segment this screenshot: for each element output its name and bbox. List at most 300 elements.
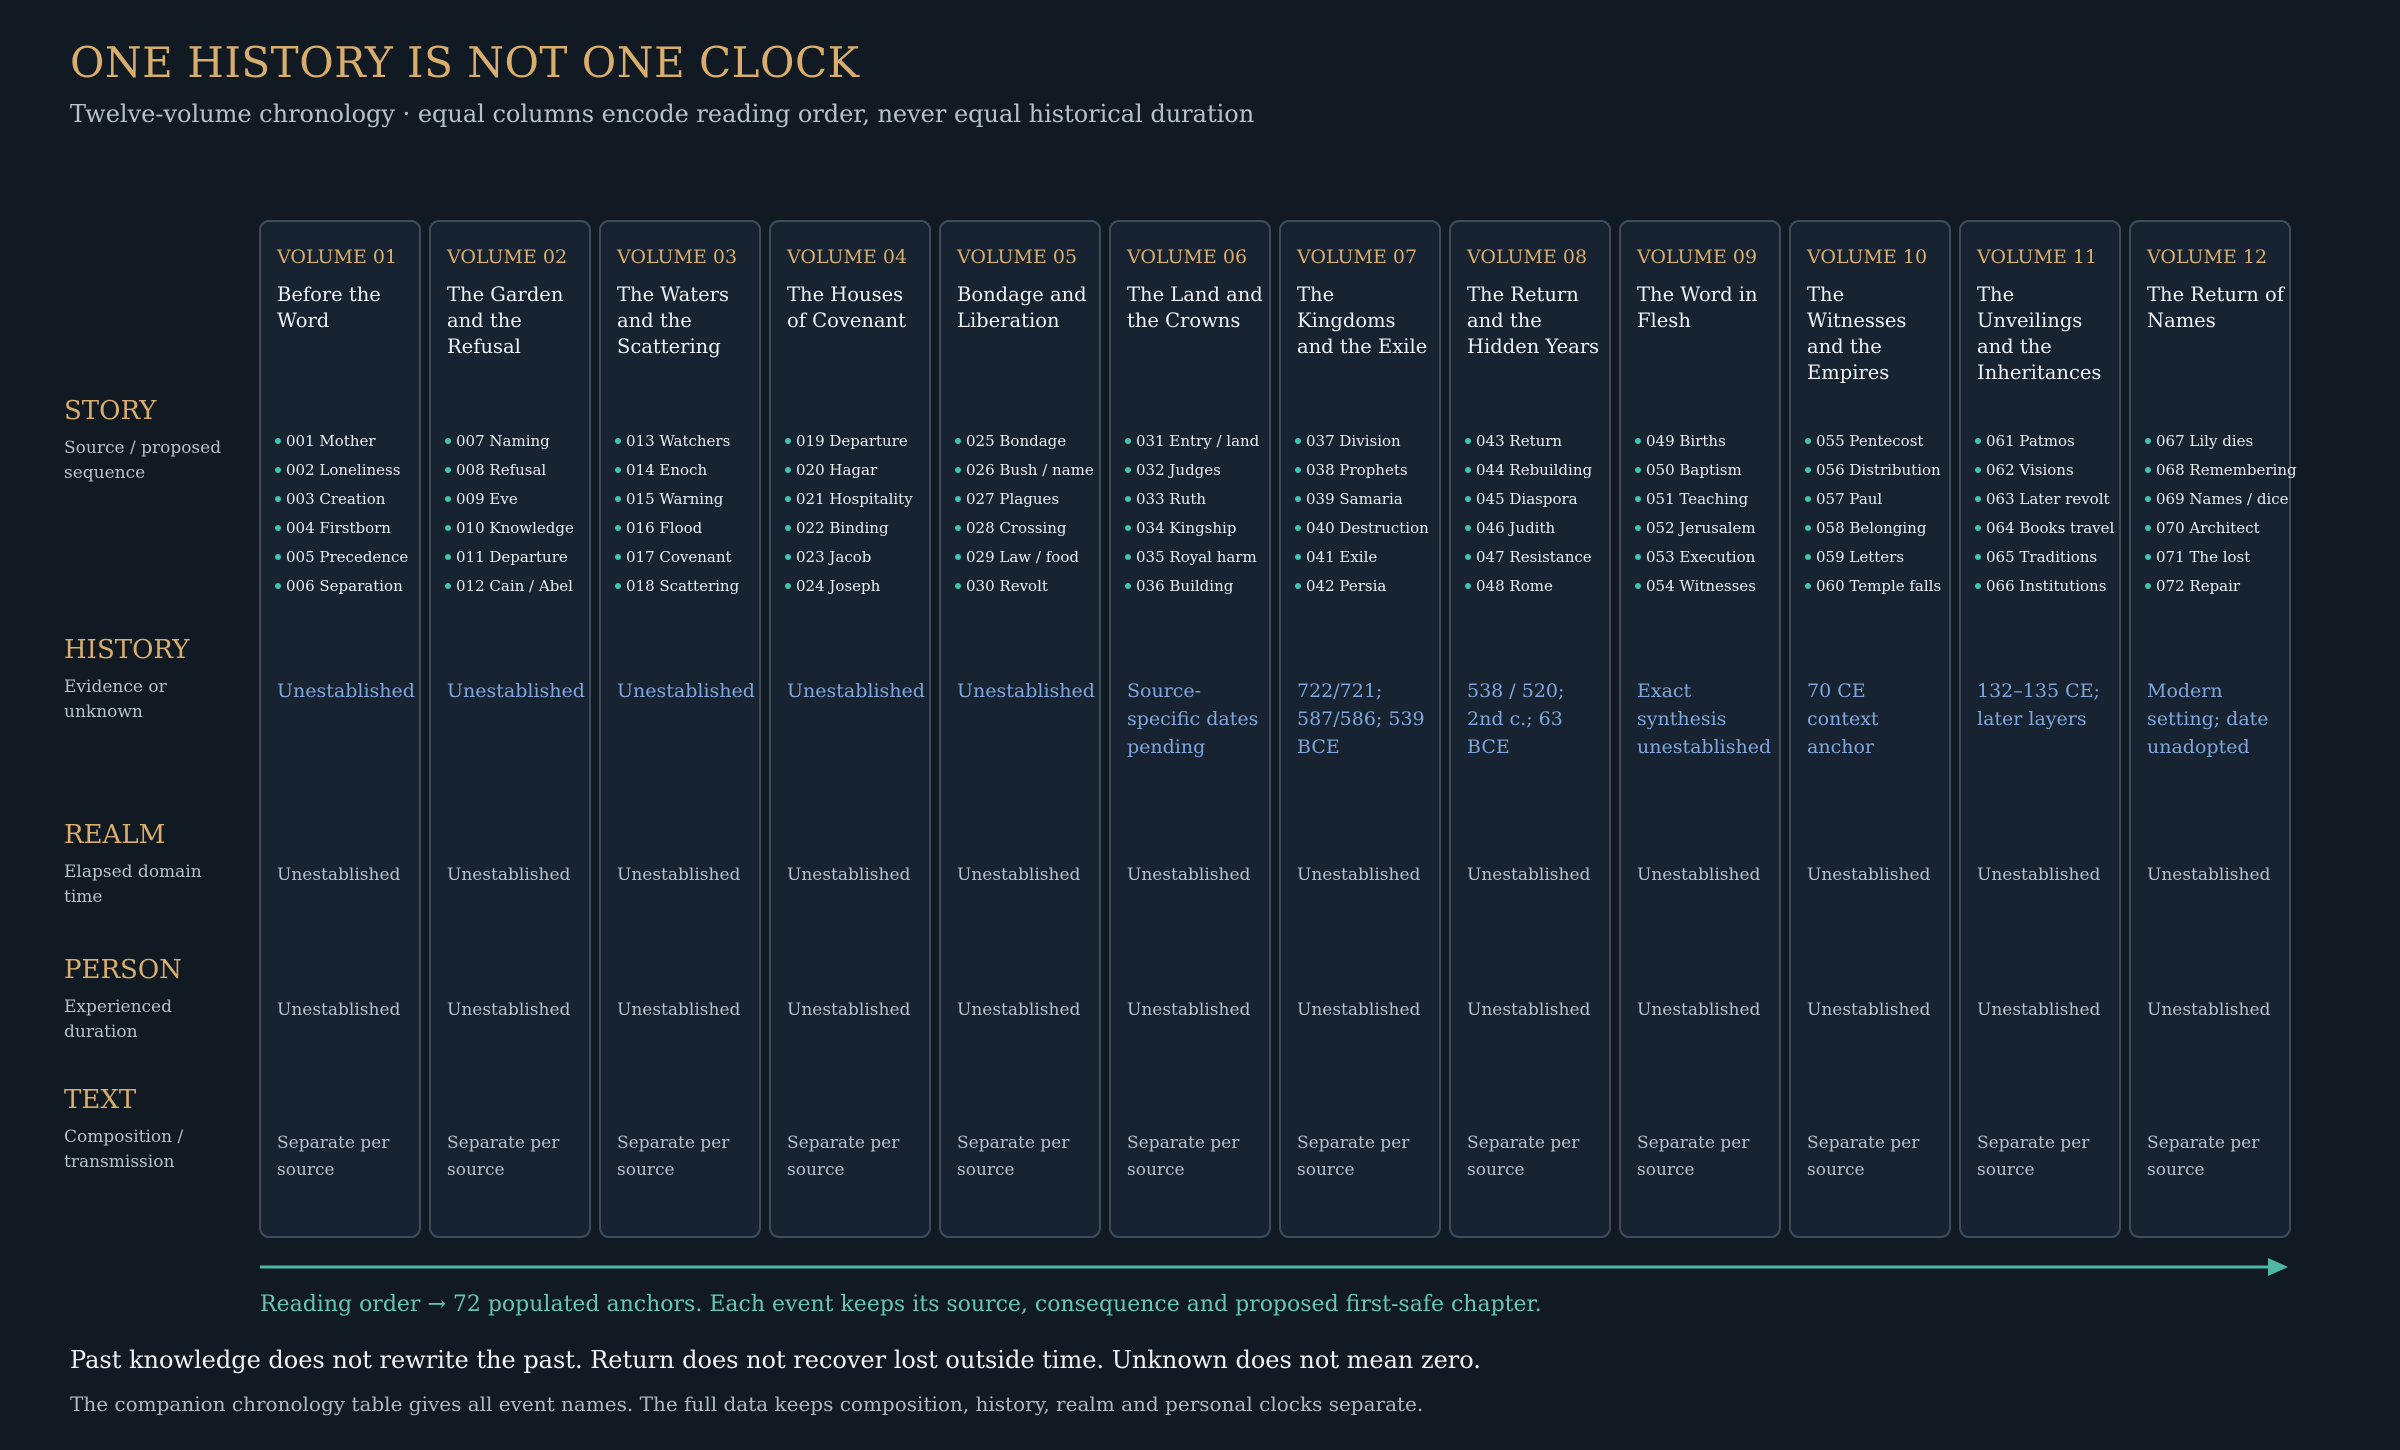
history-cell: Modern setting; date unadopted (2147, 680, 2269, 758)
event-list (1295, 427, 1429, 601)
volume-column (429, 220, 591, 1238)
history-cell: Unestablished (787, 680, 925, 702)
bullet-dot-icon (1295, 583, 1301, 589)
event-label: 024 Joseph (796, 577, 881, 595)
event-label: 039 Samaria (1306, 490, 1403, 508)
volume-header (1297, 246, 1435, 360)
event-item (1635, 572, 1756, 601)
event-item (1635, 456, 1756, 485)
event-item (1125, 456, 1259, 485)
event-label: 020 Hagar (796, 461, 878, 479)
event-label: 060 Temple falls (1816, 577, 1942, 595)
bullet-dot-icon (785, 467, 791, 473)
event-label: 051 Teaching (1646, 490, 1749, 508)
bullet-dot-icon (1295, 467, 1301, 473)
event-label: 008 Refusal (456, 461, 547, 479)
event-item (1805, 485, 1941, 514)
event-item (275, 456, 408, 485)
volume-column (1449, 220, 1611, 1238)
bullet-dot-icon (1975, 467, 1981, 473)
row-label-person (64, 955, 244, 1045)
event-item (955, 514, 1094, 543)
event-label: 062 Visions (1986, 461, 2074, 479)
realm-cell: Unestablished (1467, 865, 1591, 885)
realm-cell: Unestablished (1127, 865, 1251, 885)
person-cell: Unestablished (1637, 1000, 1761, 1020)
event-label: 019 Departure (796, 432, 908, 450)
volume-label: VOLUME 01 (277, 246, 398, 268)
row-title: REALM (64, 820, 166, 850)
event-item (1805, 456, 1941, 485)
volume-label: VOLUME 12 (2147, 246, 2268, 268)
volume-name: The Word in Flesh (1637, 283, 1758, 332)
event-label: 071 The lost (2156, 548, 2251, 566)
event-list (1805, 427, 1941, 601)
event-item (2145, 572, 2297, 601)
volume-name: The Return of Names (2147, 283, 2284, 332)
realm-cell: Unestablished (447, 865, 571, 885)
event-item (2145, 514, 2297, 543)
event-item (1805, 572, 1941, 601)
footer-note: The companion chronology table gives all event names. The full data keeps composition, history, realm and personal clocks separate. (70, 1392, 1424, 1416)
row-title: STORY (64, 396, 157, 426)
bullet-dot-icon (445, 554, 451, 560)
bullet-dot-icon (1635, 438, 1641, 444)
event-label: 001 Mother (286, 432, 376, 450)
bullet-dot-icon (1295, 496, 1301, 502)
realm-cell: Unestablished (1807, 865, 1931, 885)
event-item (1295, 514, 1429, 543)
bullet-dot-icon (1125, 496, 1131, 502)
realm-cell: Unestablished (957, 865, 1081, 885)
event-item (1295, 543, 1429, 572)
text-cell: Separate per source (957, 1133, 1070, 1180)
volume-name: The Return and the Hidden Years (1467, 283, 1600, 358)
text-cell: Separate per source (617, 1133, 730, 1180)
bullet-dot-icon (1295, 525, 1301, 531)
bullet-dot-icon (445, 525, 451, 531)
volume-label: VOLUME 06 (1127, 246, 1248, 268)
text-cell: Separate per source (277, 1133, 390, 1180)
event-label: 058 Belonging (1816, 519, 1927, 537)
row-label-history (64, 635, 244, 725)
bullet-dot-icon (275, 525, 281, 531)
event-label: 003 Creation (286, 490, 386, 508)
event-item (1975, 427, 2114, 456)
event-item (1805, 514, 1941, 543)
volume-header (277, 246, 415, 334)
event-label: 018 Scattering (626, 577, 740, 595)
history-cell: 70 CE context anchor (1807, 680, 1879, 758)
event-label: 053 Execution (1646, 548, 1756, 566)
person-cell: Unestablished (1467, 1000, 1591, 1020)
reading-order-caption: Reading order → 72 populated anchors. Each event keeps its source, consequence and proposed first-safe chapter. (260, 1292, 1542, 1317)
event-item (785, 514, 913, 543)
bullet-dot-icon (615, 525, 621, 531)
event-item (785, 485, 913, 514)
event-item (1805, 427, 1941, 456)
event-item (955, 543, 1094, 572)
event-label: 066 Institutions (1986, 577, 2107, 595)
bullet-dot-icon (615, 467, 621, 473)
bullet-dot-icon (275, 554, 281, 560)
bullet-dot-icon (1465, 525, 1471, 531)
event-label: 032 Judges (1136, 461, 1221, 479)
event-item (445, 572, 574, 601)
history-cell: Unestablished (447, 680, 585, 702)
bullet-dot-icon (955, 438, 961, 444)
event-label: 067 Lily dies (2156, 432, 2254, 450)
bullet-dot-icon (1465, 583, 1471, 589)
event-label: 043 Return (1476, 432, 1563, 450)
event-item (2145, 543, 2297, 572)
event-item (1975, 485, 2114, 514)
person-cell: Unestablished (617, 1000, 741, 1020)
event-label: 021 Hospitality (796, 490, 913, 508)
event-item (615, 572, 739, 601)
event-item (615, 514, 739, 543)
realm-cell: Unestablished (787, 865, 911, 885)
bullet-dot-icon (1465, 496, 1471, 502)
event-label: 055 Pentecost (1816, 432, 1924, 450)
event-item (275, 543, 408, 572)
event-label: 037 Division (1306, 432, 1401, 450)
event-label: 034 Kingship (1136, 519, 1237, 537)
volume-column (1109, 220, 1271, 1238)
bullet-dot-icon (2145, 496, 2151, 502)
event-label: 052 Jerusalem (1646, 519, 1756, 537)
event-label: 013 Watchers (626, 432, 731, 450)
event-item (275, 514, 408, 543)
event-item (1635, 514, 1756, 543)
bullet-dot-icon (785, 583, 791, 589)
row-description: Evidence or unknown (64, 677, 167, 722)
volume-header (1977, 246, 2115, 386)
event-label: 026 Bush / name (966, 461, 1094, 479)
event-item (445, 456, 574, 485)
history-cell: 538 / 520; 2nd c.; 63 BCE (1467, 680, 1565, 758)
volume-header (787, 246, 925, 334)
bullet-dot-icon (445, 496, 451, 502)
bullet-dot-icon (1125, 525, 1131, 531)
event-label: 042 Persia (1306, 577, 1387, 595)
event-item (785, 456, 913, 485)
bullet-dot-icon (2145, 525, 2151, 531)
person-cell: Unestablished (1807, 1000, 1931, 1020)
volume-name: The Land and the Crowns (1127, 283, 1263, 332)
event-item (1295, 572, 1429, 601)
person-cell: Unestablished (1297, 1000, 1421, 1020)
event-item (955, 427, 1094, 456)
event-item (2145, 485, 2297, 514)
event-list (955, 427, 1094, 601)
volume-header (447, 246, 585, 360)
bullet-dot-icon (1125, 438, 1131, 444)
volume-column (769, 220, 931, 1238)
history-cell: Source-specific dates pending (1127, 680, 1259, 758)
realm-cell: Unestablished (277, 865, 401, 885)
event-item (445, 427, 574, 456)
text-cell: Separate per source (1467, 1133, 1580, 1180)
event-list (615, 427, 739, 601)
event-item (1465, 572, 1592, 601)
event-item (955, 485, 1094, 514)
volume-label: VOLUME 04 (787, 246, 908, 268)
event-label: 041 Exile (1306, 548, 1378, 566)
event-label: 006 Separation (286, 577, 403, 595)
bullet-dot-icon (2145, 467, 2151, 473)
row-label-realm (64, 820, 244, 910)
volume-column (599, 220, 761, 1238)
bullet-dot-icon (1975, 525, 1981, 531)
event-item (1125, 572, 1259, 601)
event-item (955, 456, 1094, 485)
event-item (1465, 485, 1592, 514)
event-item (1805, 543, 1941, 572)
event-item (1975, 514, 2114, 543)
event-item (1465, 543, 1592, 572)
bullet-dot-icon (1635, 554, 1641, 560)
event-item (1295, 485, 1429, 514)
volume-label: VOLUME 11 (1977, 246, 2098, 268)
event-label: 005 Precedence (286, 548, 409, 566)
event-label: 035 Royal harm (1136, 548, 1257, 566)
bullet-dot-icon (955, 496, 961, 502)
text-cell: Separate per source (447, 1133, 560, 1180)
bullet-dot-icon (785, 438, 791, 444)
history-cell: Unestablished (957, 680, 1095, 702)
event-item (785, 543, 913, 572)
event-item (445, 543, 574, 572)
event-label: 072 Repair (2156, 577, 2241, 595)
row-description: Experienced duration (64, 997, 172, 1042)
event-list (785, 427, 913, 601)
volume-label: VOLUME 10 (1807, 246, 1928, 268)
volume-header (2147, 246, 2285, 334)
reading-order-arrow (258, 1254, 2298, 1278)
event-label: 063 Later revolt (1986, 490, 2110, 508)
event-item (1125, 485, 1259, 514)
realm-cell: Unestablished (1297, 865, 1421, 885)
event-label: 014 Enoch (626, 461, 708, 479)
row-description: Source / proposed sequence (64, 438, 222, 483)
page-subtitle: Twelve-volume chronology · equal columns encode reading order, never equal historical duration (70, 100, 1255, 128)
row-description: Elapsed domain time (64, 862, 202, 907)
event-label: 011 Departure (456, 548, 568, 566)
bullet-dot-icon (445, 438, 451, 444)
event-item (1975, 572, 2114, 601)
bullet-dot-icon (445, 467, 451, 473)
volume-header (1127, 246, 1265, 334)
event-label: 040 Destruction (1306, 519, 1429, 537)
bullet-dot-icon (275, 583, 281, 589)
person-cell: Unestablished (1127, 1000, 1251, 1020)
bullet-dot-icon (615, 496, 621, 502)
bullet-dot-icon (275, 467, 281, 473)
bullet-dot-icon (1295, 554, 1301, 560)
history-cell: 132–135 CE; later layers (1977, 680, 2100, 730)
volume-column (259, 220, 421, 1238)
event-label: 057 Paul (1816, 490, 1883, 508)
row-label-story (64, 396, 244, 486)
event-item (445, 514, 574, 543)
text-cell: Separate per source (1127, 1133, 1240, 1180)
event-label: 029 Law / food (966, 548, 1079, 566)
row-title: TEXT (64, 1085, 137, 1115)
volume-label: VOLUME 05 (957, 246, 1078, 268)
bullet-dot-icon (785, 525, 791, 531)
volume-header (1467, 246, 1605, 360)
bullet-dot-icon (275, 496, 281, 502)
volume-label: VOLUME 02 (447, 246, 568, 268)
row-label-text (64, 1085, 244, 1175)
volume-header (617, 246, 755, 360)
volume-label: VOLUME 09 (1637, 246, 1758, 268)
event-item (1635, 543, 1756, 572)
event-label: 033 Ruth (1136, 490, 1207, 508)
event-label: 009 Eve (456, 490, 518, 508)
event-label: 049 Births (1646, 432, 1726, 450)
bullet-dot-icon (1805, 438, 1811, 444)
event-item (445, 485, 574, 514)
event-label: 045 Diaspora (1476, 490, 1578, 508)
volume-name: The Kingdoms and the Exile (1297, 283, 1428, 358)
bullet-dot-icon (1805, 496, 1811, 502)
event-label: 050 Baptism (1646, 461, 1742, 479)
event-item (1975, 456, 2114, 485)
text-cell: Separate per source (1637, 1133, 1750, 1180)
bullet-dot-icon (785, 554, 791, 560)
event-item (1125, 543, 1259, 572)
bullet-dot-icon (615, 554, 621, 560)
bullet-dot-icon (1465, 467, 1471, 473)
person-cell: Unestablished (447, 1000, 571, 1020)
bullet-dot-icon (1125, 583, 1131, 589)
event-label: 004 Firstborn (286, 519, 391, 537)
volume-column (1789, 220, 1951, 1238)
bullet-dot-icon (1635, 525, 1641, 531)
event-label: 031 Entry / land (1136, 432, 1260, 450)
event-list (1975, 427, 2114, 601)
realm-cell: Unestablished (1637, 865, 1761, 885)
event-label: 048 Rome (1476, 577, 1553, 595)
person-cell: Unestablished (277, 1000, 401, 1020)
event-label: 059 Letters (1816, 548, 1905, 566)
event-item (1465, 427, 1592, 456)
bullet-dot-icon (445, 583, 451, 589)
bullet-dot-icon (955, 583, 961, 589)
volume-column (1619, 220, 1781, 1238)
event-label: 069 Names / dice (2156, 490, 2289, 508)
event-label: 068 Remembering (2156, 461, 2297, 479)
event-item (785, 572, 913, 601)
bullet-dot-icon (2145, 554, 2151, 560)
row-title: HISTORY (64, 635, 190, 665)
realm-cell: Unestablished (617, 865, 741, 885)
volume-name: The Unveilings and the Inheritances (1977, 283, 2102, 384)
bullet-dot-icon (1295, 438, 1301, 444)
event-item (1295, 427, 1429, 456)
event-item (1635, 427, 1756, 456)
bullet-dot-icon (955, 525, 961, 531)
event-label: 044 Rebuilding (1476, 461, 1593, 479)
event-label: 064 Books travel (1986, 519, 2115, 537)
event-label: 027 Plagues (966, 490, 1060, 508)
person-cell: Unestablished (957, 1000, 1081, 1020)
bullet-dot-icon (1975, 438, 1981, 444)
event-list (1125, 427, 1259, 601)
event-item (785, 427, 913, 456)
event-label: 065 Traditions (1986, 548, 2098, 566)
bullet-dot-icon (785, 496, 791, 502)
bullet-dot-icon (1805, 525, 1811, 531)
history-cell: 722/721; 587/586; 539 BCE (1297, 680, 1425, 758)
event-label: 023 Jacob (796, 548, 872, 566)
bullet-dot-icon (2145, 438, 2151, 444)
bullet-dot-icon (1635, 496, 1641, 502)
volume-label: VOLUME 03 (617, 246, 738, 268)
volume-header (957, 246, 1095, 334)
footer-statement: Past knowledge does not rewrite the past. Return does not recover lost outside time. Unknown does not mean zero. (70, 1346, 1481, 1374)
bullet-dot-icon (1805, 583, 1811, 589)
event-label: 002 Loneliness (286, 461, 401, 479)
bullet-dot-icon (615, 438, 621, 444)
event-item (615, 485, 739, 514)
volume-name: The Waters and the Scattering (617, 283, 729, 358)
volume-column (1959, 220, 2121, 1238)
bullet-dot-icon (1125, 467, 1131, 473)
volume-header (1637, 246, 1775, 334)
event-item (1635, 485, 1756, 514)
bullet-dot-icon (275, 438, 281, 444)
volume-header (1807, 246, 1945, 386)
event-list (1465, 427, 1592, 601)
event-label: 061 Patmos (1986, 432, 2075, 450)
event-item (1465, 514, 1592, 543)
bullet-dot-icon (1975, 496, 1981, 502)
event-item (1975, 543, 2114, 572)
event-item (1295, 456, 1429, 485)
event-label: 022 Binding (796, 519, 889, 537)
bullet-dot-icon (1125, 554, 1131, 560)
bullet-dot-icon (1635, 467, 1641, 473)
event-label: 017 Covenant (626, 548, 732, 566)
bullet-dot-icon (2145, 583, 2151, 589)
person-cell: Unestablished (2147, 1000, 2271, 1020)
text-cell: Separate per source (2147, 1133, 2260, 1180)
history-cell: Exact synthesis unestablished (1637, 680, 1772, 758)
event-item (1465, 456, 1592, 485)
volume-name: The Witnesses and the Empires (1807, 283, 1907, 384)
event-label: 036 Building (1136, 577, 1234, 595)
row-description: Composition / transmission (64, 1127, 184, 1172)
event-label: 028 Crossing (966, 519, 1067, 537)
bullet-dot-icon (1635, 583, 1641, 589)
event-label: 046 Judith (1476, 519, 1556, 537)
event-item (615, 543, 739, 572)
event-label: 025 Bondage (966, 432, 1067, 450)
event-item (1125, 514, 1259, 543)
event-list (2145, 427, 2297, 601)
person-cell: Unestablished (787, 1000, 911, 1020)
volume-label: VOLUME 07 (1297, 246, 1418, 268)
event-item (1125, 427, 1259, 456)
event-label: 030 Revolt (966, 577, 1048, 595)
event-label: 038 Prophets (1306, 461, 1408, 479)
event-label: 007 Naming (456, 432, 550, 450)
event-item (615, 427, 739, 456)
event-list (445, 427, 574, 601)
